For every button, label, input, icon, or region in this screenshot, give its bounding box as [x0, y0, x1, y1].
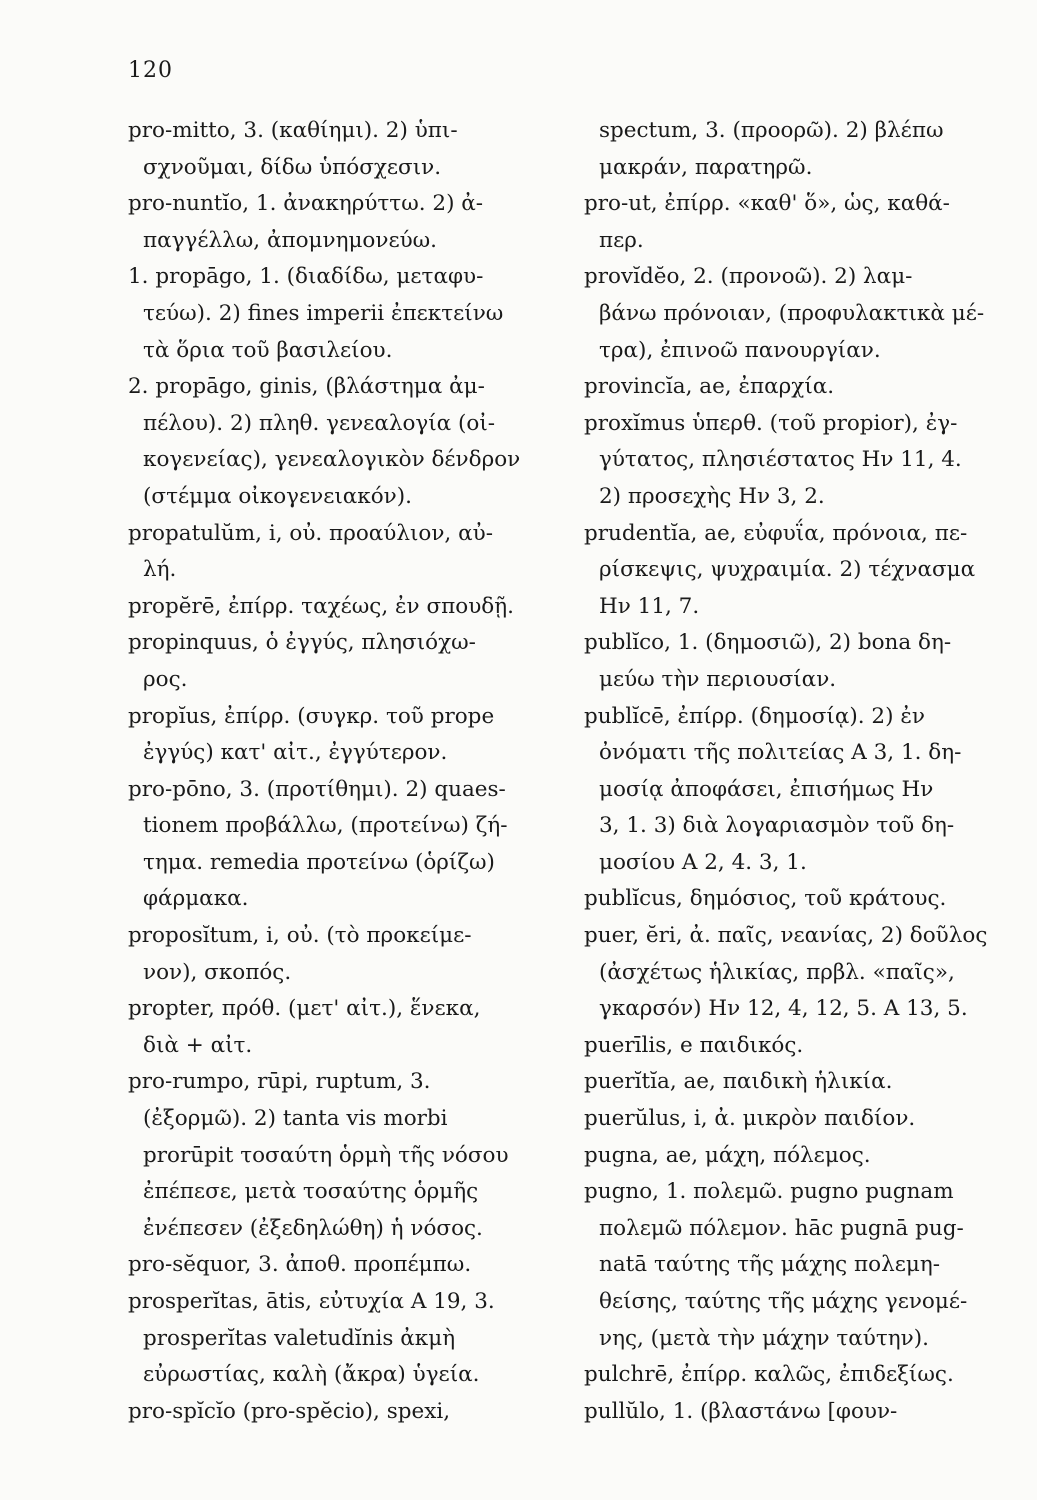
- entry-line: τὰ ὅρια τοῦ βασιλείου.: [143, 337, 393, 363]
- entry-line: βάνω πρόνοιαν, (προφυλακτικὰ μέ-: [599, 300, 985, 326]
- entry-line: pro-nuntĭo, 1. ἀνακηρύττω. 2) ἀ-: [128, 191, 484, 217]
- entry-line: γύτατος, πλησιέστατος Ην 11, 4.: [599, 447, 962, 473]
- entry-line: proposĭtum, i, οὐ. (τὸ προκείμε-: [128, 923, 472, 949]
- entry-line: pro-pōno, 3. (προτίθημι). 2) quaes-: [128, 776, 506, 802]
- entry-line: tionem προβάλλω, (προτείνω) ζή-: [143, 813, 508, 839]
- right-column: [584, 113, 1024, 1430]
- entry-line: νης, (μετὰ τὴν μάχην ταύτην).: [599, 1325, 929, 1351]
- entry-line: pro-sĕquor, 3. ἀποθ. προπέμπω.: [128, 1252, 472, 1278]
- entry-line: puer, ĕri, ἀ. παῖς, νεανίας, 2) δοῦλος: [584, 923, 988, 949]
- entry-line: διὰ + αἰτ.: [143, 1032, 253, 1058]
- entry-line: (στέμμα οἰκογενειακόν).: [143, 483, 412, 509]
- left-column: [128, 113, 548, 1430]
- entry-line: ἐγγύς) κατ' αἰτ., ἐγγύτερον.: [143, 740, 448, 766]
- entry-line: prorūpit τοσαύτη ὁρμὴ τῆς νόσου: [143, 1142, 509, 1168]
- entry-line: publĭcus, δημόσιος, τοῦ κράτους.: [584, 886, 947, 912]
- entry-line: propĭus, ἐπίρρ. (συγκρ. τοῦ prope: [128, 703, 495, 729]
- entry-line: τημα. remedia προτείνω (ὁρίζω): [143, 849, 495, 875]
- entry-line: ρίσκεψις, ψυχραιμία. 2) τέχνασμα: [599, 557, 976, 583]
- entry-line: μοσίου Α 2, 4. 3, 1.: [599, 849, 807, 875]
- entry-line: κογενείας), γενεαλογικὸν δένδρον: [143, 447, 521, 473]
- entry-line: pulchrē, ἐπίρρ. καλῶς, ἐπιδεξίως.: [584, 1362, 954, 1388]
- entry-line: μοσίᾳ ἀποφάσει, ἐπισήμως Ην: [599, 776, 934, 802]
- entry-line: 1. propāgo, 1. (διαδίδω, μεταφυ-: [128, 264, 484, 290]
- entry-line: pro-spĭcĭo (pro-spĕcio), spexi,: [128, 1398, 451, 1424]
- entry-line: ἐνέπεσεν (ἐξεδηλώθη) ἡ νόσος.: [143, 1215, 483, 1241]
- entry-line: εὐρωστίας, καλὴ (ἄκρα) ὑγεία.: [143, 1362, 480, 1388]
- entry-line: (ἀσχέτως ἡλικίας, πρβλ. «παῖς»,: [599, 959, 955, 985]
- entry-line: παγγέλλω, ἀπομνημονεύω.: [143, 227, 438, 253]
- entry-line: 2. propāgo, ginis, (βλάστημα ἀμ-: [128, 374, 485, 400]
- entry-line: ρος.: [143, 666, 188, 692]
- entry-line: puerīlis, e παιδικός.: [584, 1032, 804, 1058]
- entry-line: νον), σκοπός.: [143, 959, 292, 985]
- entry-line: prudentĭa, ae, εὐφυΐα, πρόνοια, πε-: [584, 520, 968, 546]
- entry-line: propter, πρόθ. (μετ' αἰτ.), ἕνεκα,: [128, 996, 481, 1022]
- entry-line: 3, 1. 3) διὰ λογαριασμὸν τοῦ δη-: [599, 813, 955, 839]
- entry-line: τεύω). 2) fines imperii ἐπεκτείνω: [143, 300, 504, 326]
- entry-line: pugna, ae, μάχη, πόλεμος.: [584, 1142, 871, 1168]
- entry-line: πέλου). 2) πληθ. γενεαλογία (οἰ-: [143, 410, 496, 436]
- entry-line: pro-ut, ἐπίρρ. «καθ' ὅ», ὡς, καθά-: [584, 191, 950, 217]
- entry-line: περ.: [599, 227, 644, 253]
- entry-line: publĭco, 1. (δημοσιῶ), 2) bona δη-: [584, 630, 952, 656]
- entry-line: Ην 11, 7.: [599, 593, 700, 619]
- entry-line: pro-rumpo, rūpi, ruptum, 3.: [128, 1069, 431, 1095]
- entry-line: μεύω τὴν περιουσίαν.: [599, 666, 837, 692]
- entry-line: propatulŭm, i, οὐ. προαύλιον, αὐ-: [128, 520, 493, 546]
- entry-line: publĭcē, ἐπίρρ. (δημοσίᾳ). 2) ἐν: [584, 703, 925, 729]
- entry-line: puerĭtĭa, ae, παιδικὴ ἡλικία.: [584, 1069, 893, 1095]
- entry-line: prosperĭtas valetudĭnis ἀκμὴ: [143, 1325, 456, 1351]
- entry-line: σχνοῦμαι, δίδω ὑπόσχεσιν.: [143, 154, 442, 180]
- entry-line: (ἐξορμῶ). 2) tanta vis morbi: [143, 1106, 448, 1132]
- entry-line: μακράν, παρατηρῶ.: [599, 154, 813, 180]
- entry-line: pugno, 1. πολεμῶ. pugno pugnam: [584, 1179, 954, 1205]
- entry-line: ὀνόματι τῆς πολιτείας Α 3, 1. δη-: [599, 740, 962, 766]
- entry-line: propĕrē, ἐπίρρ. ταχέως, ἐν σπουδῇ.: [128, 593, 514, 619]
- entry-line: θείσης, ταύτης τῆς μάχης γενομέ-: [599, 1289, 968, 1314]
- page-number: 120: [128, 58, 173, 83]
- entry-line: γκαρσόν) Ην 12, 4, 12, 5. Α 13, 5.: [599, 996, 968, 1022]
- entry-line: pullŭlo, 1. (βλαστάνω [φουν-: [584, 1398, 898, 1424]
- entry-line: 2) προσεχὴς Ην 3, 2.: [599, 483, 825, 509]
- entry-line: puerŭlus, i, ἀ. μικρὸν παιδίον.: [584, 1106, 916, 1132]
- entry-line: φάρμακα.: [143, 886, 249, 912]
- entry-line: prosperĭtas, ātis, εὐτυχία Α 19, 3.: [128, 1289, 495, 1314]
- entry-line: pro-mitto, 3. (καθίημι). 2) ὑπι-: [128, 118, 458, 143]
- entry-line: proxĭmus ὑπερθ. (τοῦ propior), ἐγ-: [584, 410, 958, 436]
- entry-line: natā ταύτης τῆς μάχης πολεμη-: [599, 1252, 940, 1278]
- entry-line: τρα), ἐπινοῶ πανουργίαν.: [599, 337, 881, 363]
- entry-line: πολεμῶ πόλεμον. hāc pugnā pug-: [599, 1215, 964, 1241]
- entry-line: provĭdĕo, 2. (προνοῶ). 2) λαμ-: [584, 264, 913, 290]
- entry-line: propinquus, ὁ ἐγγύς, πλησιόχω-: [128, 630, 476, 656]
- entry-line: λή.: [143, 557, 177, 583]
- entry-line: spectum, 3. (προορῶ). 2) βλέπω: [599, 118, 944, 143]
- entry-line: provincĭa, ae, ἐπαρχία.: [584, 374, 835, 400]
- entry-line: ἐπέπεσε, μετὰ τοσαύτης ὁρμῆς: [143, 1179, 479, 1205]
